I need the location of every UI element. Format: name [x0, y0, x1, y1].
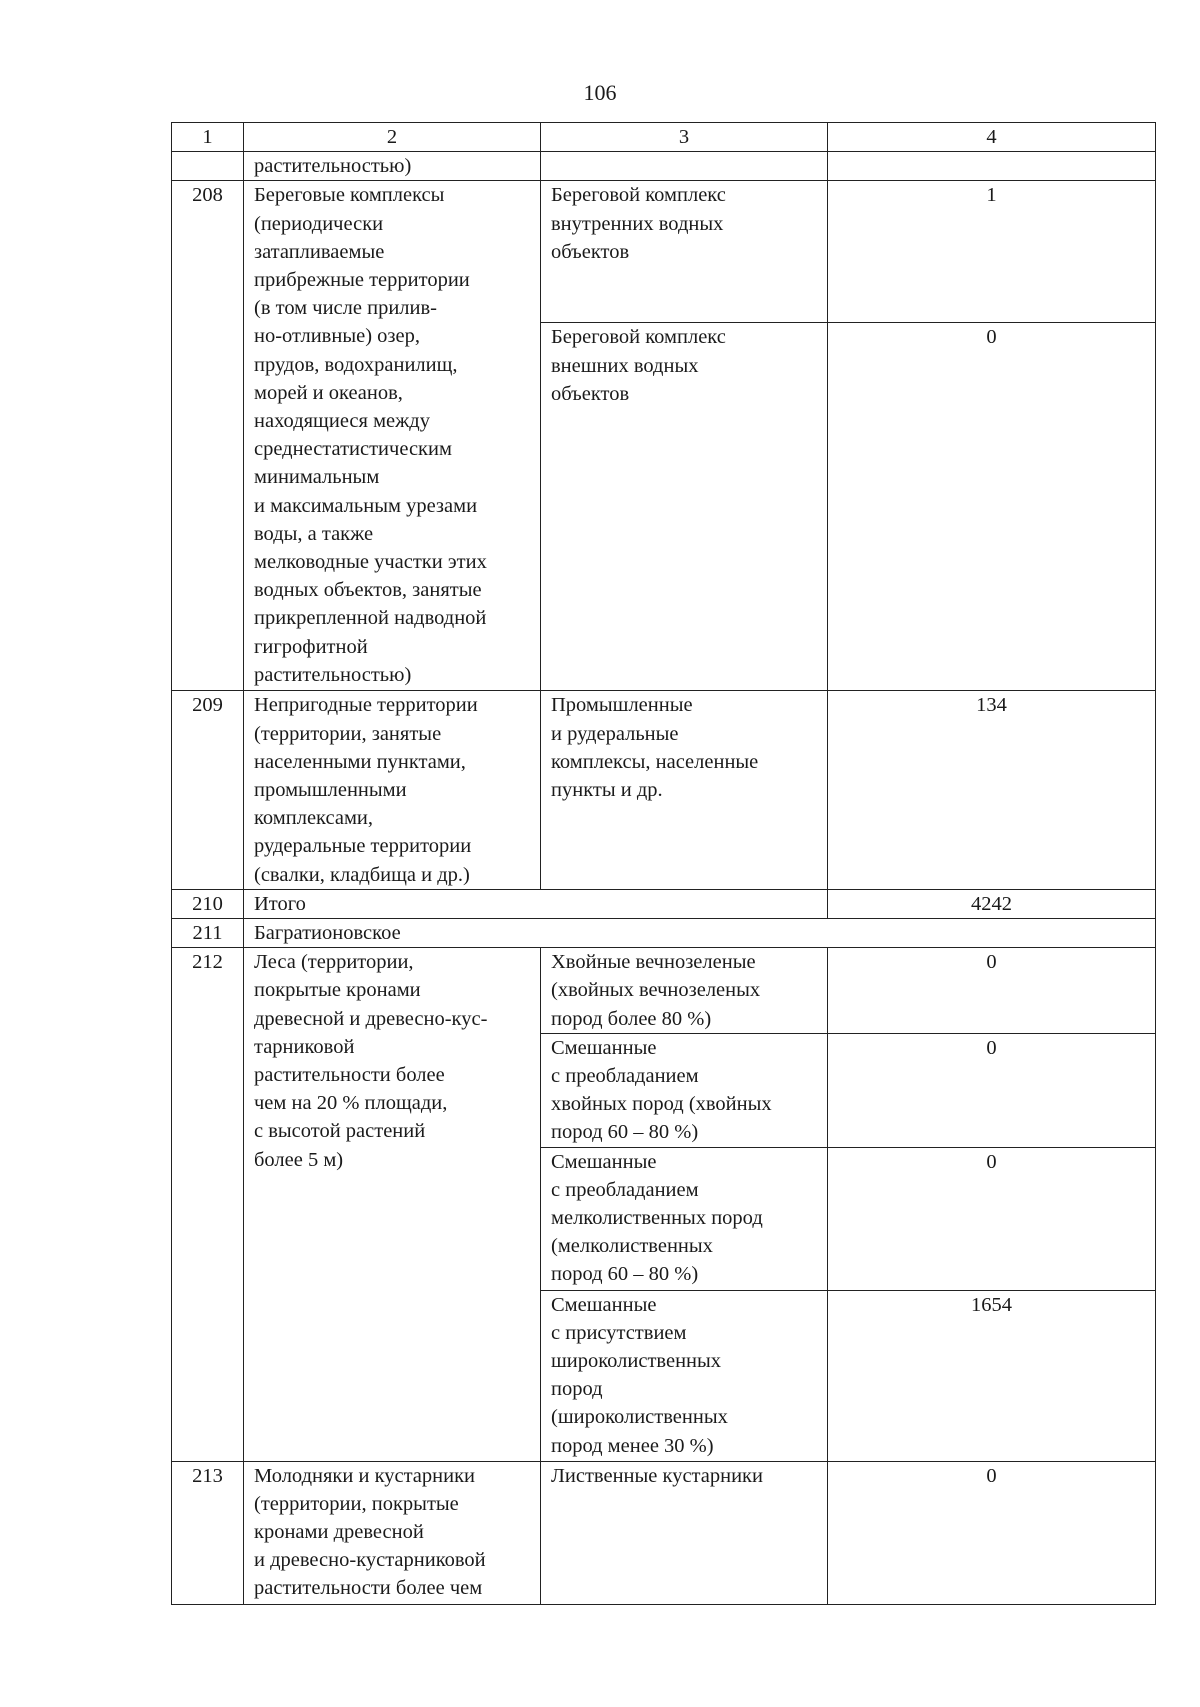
text-line: мелколиственных пород — [551, 1207, 763, 1230]
row-description — [244, 691, 541, 889]
subtype-label — [541, 1033, 828, 1147]
header-col-2: 2 — [244, 123, 541, 152]
text-line: и древесно-кустарниковой — [254, 1549, 486, 1572]
total-label: Итого — [244, 889, 828, 918]
total-value: 4242 — [828, 889, 1156, 918]
text-line: Смешанные — [551, 1293, 657, 1316]
text-line: чем на 20 % площади, — [254, 1092, 448, 1115]
text-line: мелководные участки этих — [254, 551, 487, 574]
text-line: комплексами, — [254, 807, 374, 830]
area-value: 134 — [828, 691, 1156, 889]
text-line: древесной и древесно-кус- — [254, 1007, 488, 1030]
subtype-label — [541, 1147, 828, 1290]
text-line: (периодически — [254, 212, 384, 235]
text-line: морей и океанов, — [254, 381, 403, 404]
area-value: 1654 — [828, 1290, 1156, 1461]
text-line: покрытые кронами — [254, 979, 421, 1002]
text-line: пород — [551, 1378, 603, 1401]
text-line: растительностью) — [254, 663, 412, 686]
subtype-label — [541, 181, 828, 323]
text-line: пород более 80 %) — [551, 1007, 712, 1030]
header-col-4: 4 — [828, 123, 1156, 152]
area-value: 0 — [828, 323, 1156, 691]
text-line: водных объектов, занятые — [254, 579, 482, 602]
text-line: с присутствием — [551, 1321, 687, 1344]
row-description — [244, 152, 541, 181]
text-line: рудеральные территории — [254, 835, 472, 858]
text-line: растительности более — [254, 1064, 445, 1087]
page-number: 106 — [583, 80, 617, 105]
text-line: Леса (территории, — [254, 951, 414, 974]
section-title: Багратионовское — [244, 919, 1156, 948]
text-line: хвойных пород (хвойных — [551, 1093, 772, 1116]
text-line: минимальным — [254, 466, 380, 489]
text-line: Хвойные вечнозеленые — [551, 951, 756, 974]
row-number: 212 — [172, 948, 244, 1461]
text-line: (в том числе прилив- — [254, 297, 438, 320]
text-line: и максимальным урезами — [254, 494, 478, 517]
text-line: (широколиственных — [551, 1406, 728, 1429]
area-value: 0 — [828, 1147, 1156, 1290]
row-description — [244, 1461, 541, 1604]
table-row-213 — [172, 1461, 1156, 1604]
subtype-label — [541, 1461, 828, 1604]
area-value: 0 — [828, 948, 1156, 1034]
text-line: (территории, покрытые — [254, 1492, 459, 1515]
table-row-209 — [172, 691, 1156, 889]
text-line: тарниковой — [254, 1035, 355, 1058]
text-line: (территории, занятые — [254, 722, 442, 745]
text-line: прикрепленной надводной — [254, 607, 487, 630]
area-value: 0 — [828, 1033, 1156, 1147]
text-line: Молодняки и кустарники — [254, 1464, 476, 1487]
text-line: прудов, водохранилищ, — [254, 353, 458, 376]
text-line: и рудеральные — [551, 722, 679, 745]
text-line: воды, а также — [254, 522, 374, 545]
text-line: пород 60 – 80 %) — [551, 1263, 699, 1286]
text-line: (мелколиственных — [551, 1235, 713, 1258]
header-row — [172, 123, 1156, 152]
text-line: промышленными — [254, 779, 407, 802]
text-line: кронами древесной — [254, 1521, 424, 1544]
text-line: прибрежные территории — [254, 269, 470, 292]
table-row-211 — [172, 919, 1156, 948]
subtype-label — [541, 323, 828, 691]
text-line: пункты и др. — [551, 779, 663, 802]
text-line: Смешанные — [551, 1036, 657, 1059]
text-line: Лиственные кустарники — [551, 1464, 763, 1487]
table-row-continued — [172, 152, 1156, 181]
subtype-label — [541, 948, 828, 1034]
row-description — [244, 181, 541, 691]
text-line: Промышленные — [551, 694, 693, 717]
table-row-212 — [172, 948, 1156, 1034]
row-number: 210 — [172, 889, 244, 918]
header-col-1: 1 — [172, 123, 244, 152]
text-line: гигрофитной — [254, 635, 368, 658]
text-line: растительностью) — [254, 155, 412, 178]
text-line: находящиеся между — [254, 410, 430, 433]
subtype-label — [541, 691, 828, 889]
subtype-label — [541, 1290, 828, 1461]
text-line: объектов — [551, 382, 630, 405]
land-cover-table — [171, 122, 1156, 1605]
table-row-208 — [172, 181, 1156, 323]
text-line: более 5 м) — [254, 1148, 344, 1171]
text-line: среднестатистическим — [254, 438, 452, 461]
header-col-3: 3 — [541, 123, 828, 152]
text-line: с высотой растений — [254, 1120, 426, 1143]
text-line: (хвойных вечнозеленых — [551, 979, 761, 1002]
text-line: с преобладанием — [551, 1178, 699, 1201]
area-value: 1 — [828, 181, 1156, 323]
text-line: Смешанные — [551, 1150, 657, 1173]
text-line: объектов — [551, 240, 630, 263]
row-description — [244, 948, 541, 1461]
text-line: пород менее 30 %) — [551, 1434, 714, 1457]
row-number: 208 — [172, 181, 244, 691]
text-line: внутренних водных — [551, 212, 724, 235]
table-row-210 — [172, 889, 1156, 918]
text-line: комплексы, населенные — [551, 750, 759, 773]
text-line: внешних водных — [551, 354, 699, 377]
text-line: с преобладанием — [551, 1065, 699, 1088]
text-line: пород 60 – 80 %) — [551, 1121, 699, 1144]
text-line: широколиственных — [551, 1350, 722, 1373]
text-line: населенными пунктами, — [254, 750, 466, 773]
area-value: 0 — [828, 1461, 1156, 1604]
text-line: затапливаемые — [254, 240, 385, 263]
text-line: Береговые комплексы — [254, 184, 445, 207]
row-number: 211 — [172, 919, 244, 948]
text-line: Береговой комплекс — [551, 326, 726, 349]
text-line: Береговой комплекс — [551, 184, 726, 207]
text-line: (свалки, кладбища и др.) — [254, 863, 470, 886]
text-line: растительности более чем — [254, 1577, 483, 1600]
text-line: Непригодные территории — [254, 694, 478, 717]
row-number: 209 — [172, 691, 244, 889]
row-number: 213 — [172, 1461, 244, 1604]
text-line: но-отливные) озер, — [254, 325, 420, 348]
